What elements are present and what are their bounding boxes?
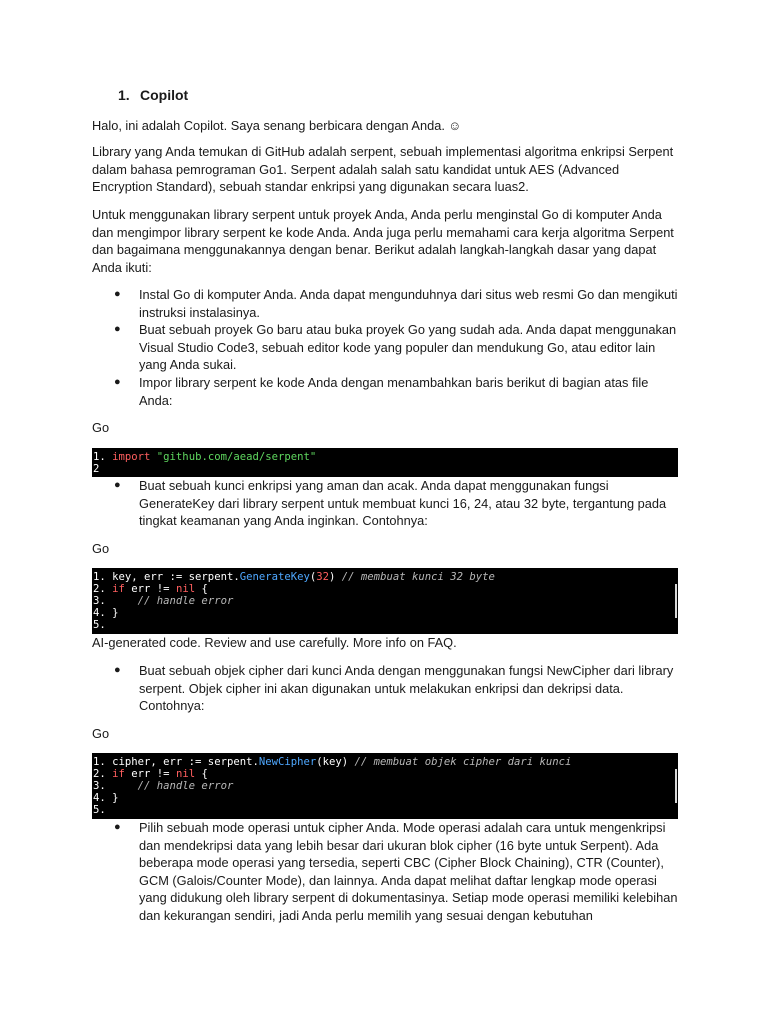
code-line: 2	[93, 463, 100, 475]
code-line: 4. }	[93, 607, 119, 619]
code-block-new-cipher[interactable]	[92, 753, 678, 819]
code-line: 2. if err != nil {	[93, 583, 208, 595]
paragraph-usage: Untuk menggunakan library serpent untuk proyek Anda, Anda perlu menginstal Go di komputer Anda dan mengimpor library serpent ke kode Anda. Anda juga perlu memahami cara kerja algoritma Serpent dan bagaimana menggunakannya dengan benar. Berikut adalah langkah-langkah dasar yang dapat Anda ikuti:	[92, 207, 674, 275]
code-scrollbar[interactable]	[675, 584, 677, 618]
code-language-label: Go	[92, 420, 110, 435]
code-block-generate-key[interactable]	[92, 568, 678, 634]
bullet-icon: ●	[114, 376, 121, 388]
code-line: 1. cipher, err := serpent.NewCipher(key) // membuat objek cipher dari kunci	[93, 756, 572, 768]
code-line: 2. if err != nil {	[93, 768, 208, 780]
code-line: 5.	[93, 804, 106, 816]
bullet-icon: ●	[114, 479, 121, 491]
code-line: 1. import "github.com/aead/serpent"	[93, 451, 317, 463]
heading-title: Copilot	[140, 87, 189, 103]
bullet-icon: ●	[114, 664, 121, 676]
code-line: 1. key, err := serpent.GenerateKey(32) // membuat kunci 32 byte	[93, 571, 495, 583]
ai-disclaimer: AI-generated code. Review and use carefully. More info on FAQ.	[92, 635, 457, 650]
code-scrollbar[interactable]	[675, 769, 677, 803]
code-line: 3. // handle error	[93, 595, 234, 607]
code-block-import[interactable]	[92, 448, 678, 477]
bullet-icon: ●	[114, 323, 121, 335]
bullet-icon: ●	[114, 288, 121, 300]
intro-paragraph: Halo, ini adalah Copilot. Saya senang berbicara dengan Anda. ☺	[92, 118, 462, 133]
code-language-label: Go	[92, 726, 110, 741]
code-language-label: Go	[92, 541, 110, 556]
code-line: 5.	[93, 619, 106, 631]
code-line: 3. // handle error	[93, 780, 234, 792]
bullet-icon: ●	[114, 821, 121, 833]
paragraph-library: Library yang Anda temukan di GitHub adalah serpent, sebuah implementasi algoritma enkripsi Serpent dalam bahasa pemrograman Go1. Serpent adalah salah satu kandidat untuk AES (Advanced Encryption Standard), sebuah standar enkripsi yang digunakan secara luas2.	[92, 144, 674, 194]
code-line: 4. }	[93, 792, 119, 804]
section-heading	[118, 87, 188, 105]
heading-number: 1.	[118, 87, 130, 103]
